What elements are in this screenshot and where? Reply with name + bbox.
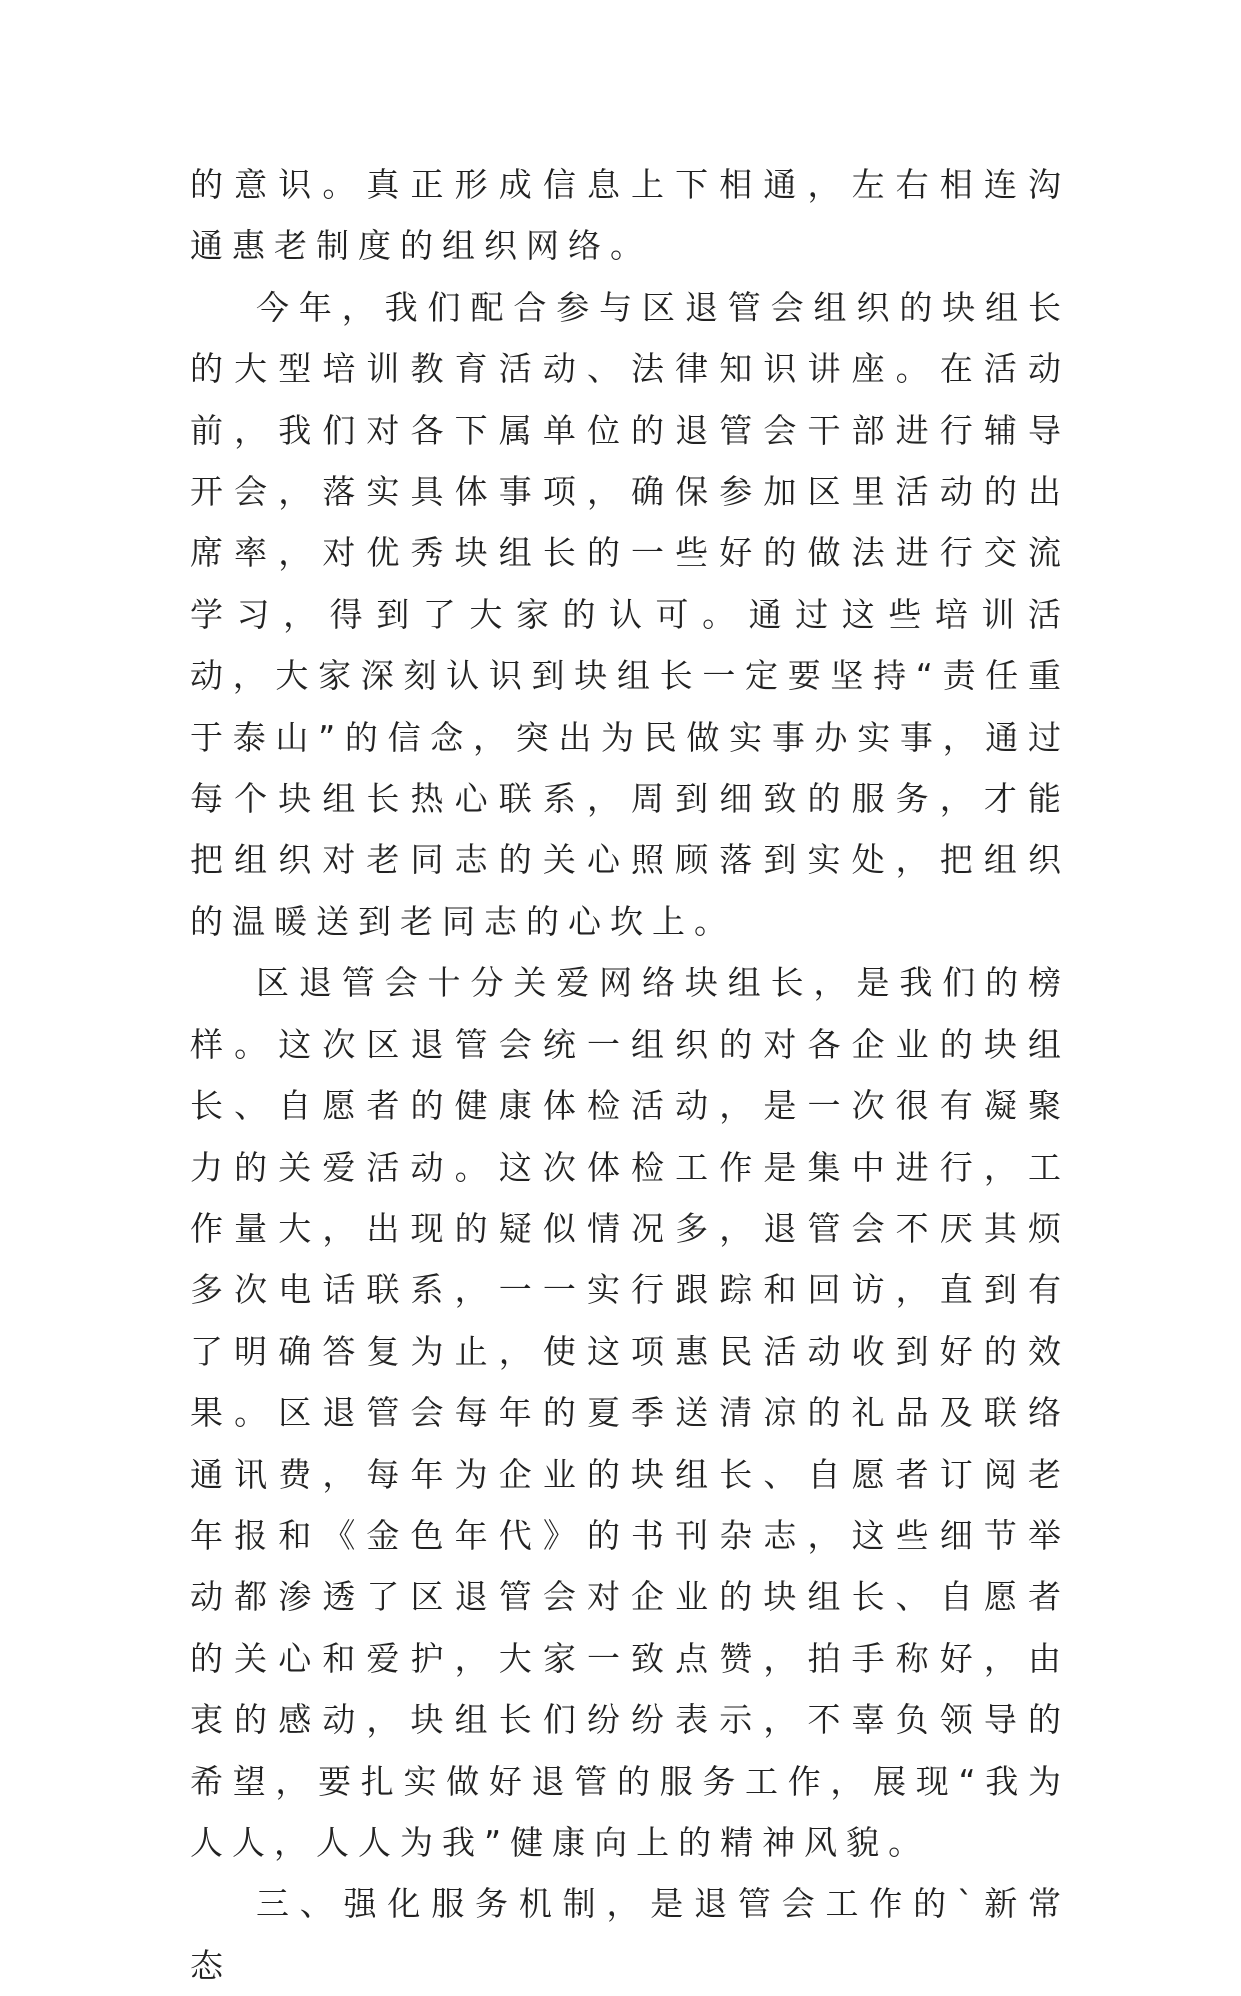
paragraph-care: 区退管会十分关爱网络块组长，是我们的榜样。这次区退管会统一组织的对各企业的块组长、自愿者的健康体检活动，是一次很有凝聚力的关爱活动。这次体检工作是集中进行，工作量大，出现的疑似情况多，退管会不厌其烦多次电话联系，一一实行跟踪和回访，直到有了明确答复为止，使这项惠民活动收到好的效果。区退管会每年的夏季送清凉的礼品及联络通讯费，每年为企业的块组长、自愿者订阅老年报和《金色年代》的书刊杂志，这些细节举动都渗透了区退管会对企业的块组长、自愿者的关心和爱护，大家一致点赞，拍手称好，由衷的感动，块组长们纷纷表示，不辜负领导的希望，要扎实做好退管的服务工作，展现“我为人人，人人为我”健康向上的精神风貌。 (190, 963, 1070, 1862)
paragraph-continuation: 的意识。真正形成信息上下相通，左右相连沟通惠老制度的组织网络。 (190, 165, 1070, 266)
document-body (190, 154, 1070, 1996)
section-heading: 三、强化服务机制，是退管会工作的`新常态 (190, 1884, 1070, 1985)
paragraph-training: 今年，我们配合参与区退管会组织的块组长的大型培训教育活动、法律知识讲座。在活动前，我们对各下属单位的退管会干部进行辅导开会，落实具体事项，确保参加区里活动的出席率，对优秀块组长的一些好的做法进行交流学习，得到了大家的认可。通过这些培训活动，大家深刻认识到块组长一定要坚持“责任重于泰山”的信念，突出为民做实事办实事，通过每个块组长热心联系，周到细致的服务，才能把组织对老同志的关心照顾落到实处，把组织的温暖送到老同志的心坎上。 (190, 287, 1070, 941)
